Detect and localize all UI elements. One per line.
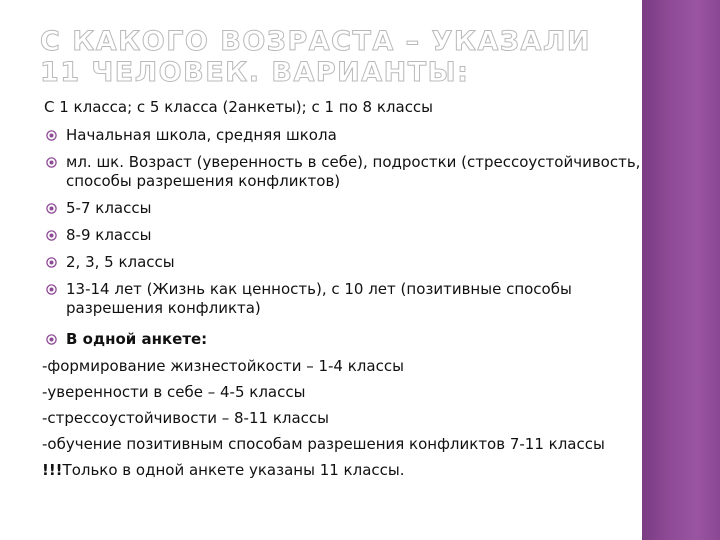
list-item <box>44 199 644 218</box>
list-item-text: 13-14 лет (Жизнь как ценность), с 10 лет (позитивные способы разрешения конфликта) <box>66 280 572 317</box>
list-item-text: 2, 3, 5 классы <box>66 253 175 271</box>
note-text: Только в одной анкете указаны 11 классы. <box>62 461 405 479</box>
circle-bullet-icon <box>46 157 57 168</box>
list-item <box>44 253 644 272</box>
list-item-text: 5-7 классы <box>66 199 152 217</box>
circle-bullet-icon <box>46 230 57 241</box>
list-item <box>44 280 644 318</box>
detail-line: -обучение позитивным способам разрешения конфликтов 7-11 классы <box>42 435 605 453</box>
list-item <box>44 330 644 349</box>
bullet-list <box>44 126 644 349</box>
list-item <box>44 153 644 191</box>
list-item-text: мл. шк. Возраст (уверенность в себе), подростки (стрессоустойчивость, способы разрешения конфликтов) <box>66 153 641 190</box>
detail-line: -стрессоустойчивости – 8-11 классы <box>42 409 329 427</box>
note-prefix: !!! <box>42 461 63 479</box>
list-item-text: Начальная школа, средняя школа <box>66 126 337 144</box>
circle-bullet-icon <box>46 130 57 141</box>
detail-line: -формирование жизнестойкости – 1-4 классы <box>42 357 404 375</box>
circle-bullet-icon <box>46 257 57 268</box>
circle-bullet-icon <box>46 203 57 214</box>
list-item <box>44 126 644 145</box>
decorative-sidebar <box>642 0 720 540</box>
detail-line: -уверенности в себе – 4-5 классы <box>42 383 306 401</box>
slide-content <box>44 98 644 487</box>
list-item-text: В одной анкете: <box>66 330 208 348</box>
slide-title: С КАКОГО ВОЗРАСТА – УКАЗАЛИ 11 ЧЕЛОВЕК. ВАРИАНТЫ: <box>40 26 591 88</box>
lead-text: С 1 класса; с 5 класса (2анкеты); с 1 по 8 классы <box>44 98 434 116</box>
list-item <box>44 226 644 245</box>
list-item-text: 8-9 классы <box>66 226 152 244</box>
circle-bullet-icon <box>46 334 57 345</box>
circle-bullet-icon <box>46 284 57 295</box>
note-line <box>42 461 644 480</box>
